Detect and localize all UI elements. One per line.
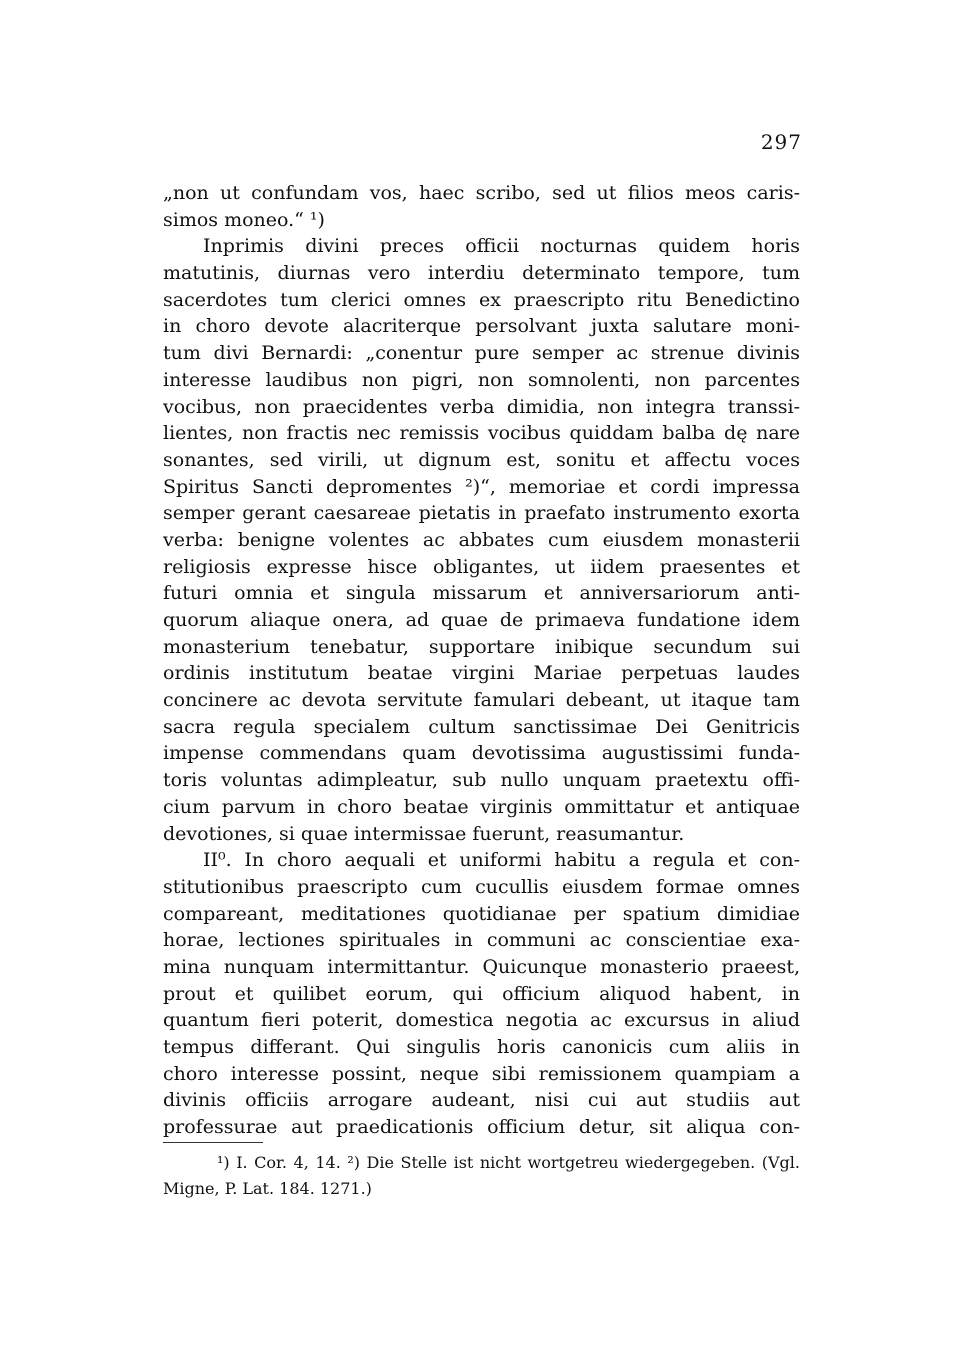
text-line: monasterium tenebatur, supportare inibique secundum sui [163,635,800,658]
text-line: sacra regula specialem cultum sanctissimae Dei Genitricis [163,715,800,738]
page-number: 297 [760,130,802,154]
text-line: matutinis, diurnas vero interdiu determinato tempore, tum [163,262,800,285]
text-line: prout et quilibet eorum, qui officium aliquod habent, in [163,982,800,1005]
text-line: divinis officiis arrogare audeant, nisi cui aut studiis aut [163,1089,800,1112]
text-line: II⁰. In choro aequali et uniformi habitu a regula et con- [203,849,800,872]
text-line: vocibus, non praecidentes verba dimidia, non integra transsi- [163,395,800,418]
text-line: professurae aut praedicationis officium detur, sit aliqua con- [163,1116,800,1139]
text-line: toris voluntas adimpleatur, sub nullo unquam praetextu offi- [163,769,800,792]
text-line: devotiones, si quae intermissae fuerunt, reasumantur. [163,822,685,845]
footnote-line: Migne, P. Lat. 184. 1271.) [163,1179,372,1198]
text-line: quorum aliaque onera, ad quae de primaeva fundatione idem [163,609,800,631]
text-line: ordinis institutum beatae virgini Mariae perpetuas laudes [163,662,800,685]
text-line: verba: benigne volentes ac abbates cum eiusdem monasterii [163,528,800,551]
text-line: simos moneo.“ ¹) [163,208,325,231]
footnotes [163,1150,800,1202]
footnote-separator [163,1142,263,1143]
text-line: stitutionibus praescripto cum cucullis eiusdem formae omnes [163,875,800,898]
text-line: tempus differant. Qui singulis horis canonicis cum aliis in [163,1036,800,1058]
text-line: compareant, meditationes quotidianae per spatium dimidiae [163,902,800,925]
text-line: semper gerant caesareae pietatis in praefato instrumento exorta [163,502,800,525]
text-line: concinere ac devota servitute famulari debeant, ut itaque tam [163,689,800,712]
text-line: horae, lectiones spirituales in communi ac conscientiae exa- [163,929,800,952]
text-line: cium parvum in choro beatae virginis ommittatur et antiquae [163,795,800,818]
text-line: sacerdotes tum clerici omnes ex praescripto ritu Benedictino [163,288,800,311]
text-line: mina nunquam intermittantur. Quicunque monasterio praeest, [163,955,800,978]
text-line: lientes, non fractis nec remissis vocibus quiddam balba dę nare [163,422,800,445]
text-line: quantum fieri poterit, domestica negotia ac excursus in aliud [163,1009,800,1032]
text-line: „non ut confundam vos, haec scribo, sed ut filios meos caris- [163,182,800,204]
text-line: tum divi Bernardi: „conentur pure semper ac strenue divinis [163,342,800,365]
text-line: futuri omnia et singula missarum et anniversariorum anti- [163,582,800,605]
text-line: choro interesse possint, neque sibi remissionem quampiam a [163,1062,800,1085]
text-line: interesse laudibus non pigri, non somnolenti, non parcentes [163,368,800,391]
text-line: Spiritus Sancti depromentes ²)“, memoriae et cordi impressa [163,475,800,498]
text-line: sonantes, sed virili, ut dignum est, sonitu et affectu voces [163,448,800,471]
body-text [163,180,800,1141]
text-line: Inprimis divini preces officii nocturnas quidem horis [203,235,800,258]
text-line: in choro devote alacriterque persolvant juxta salutare moni- [163,315,800,338]
footnote-line: ¹) I. Cor. 4, 14. ²) Die Stelle ist nicht wortgetreu wiedergegeben. (Vgl. [217,1153,800,1172]
text-line: impense commendans quam devotissima augustissimi funda- [163,742,800,765]
text-line: religiosis expresse hisce obligantes, ut iidem praesentes et [163,555,800,578]
